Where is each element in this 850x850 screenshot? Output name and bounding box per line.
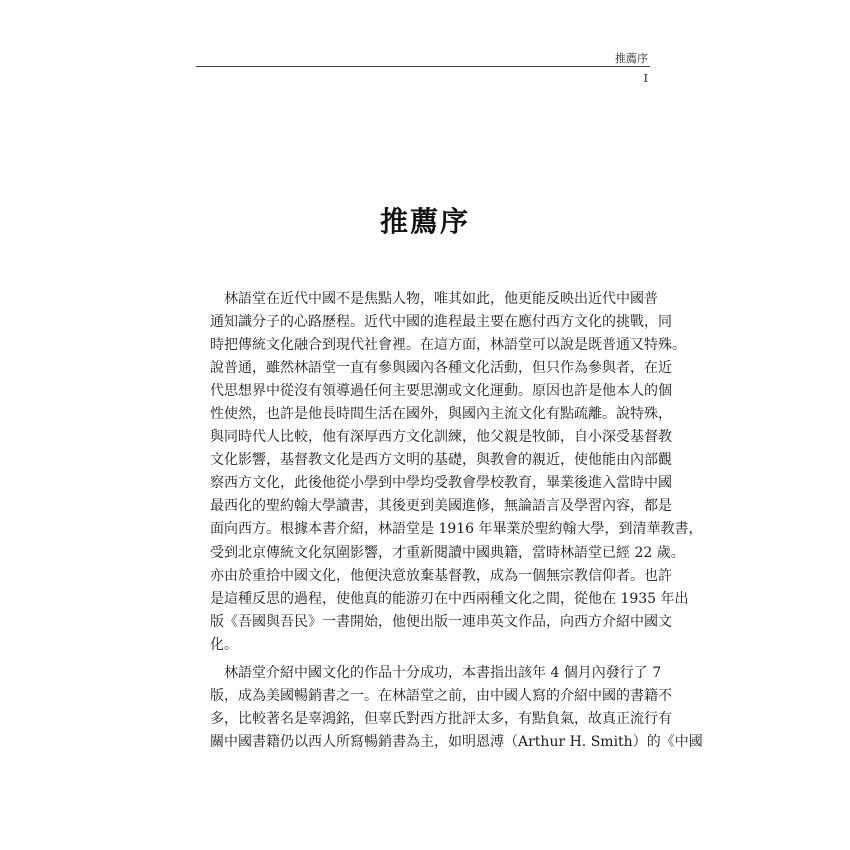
text-line: 說普通，雖然林語堂一直有參與國內各種文化活動，但只作為參與者，在近 [210, 360, 672, 377]
header-rule [196, 66, 650, 67]
text-line: 林語堂介紹中國文化的作品十分成功，本書指出該年 4 個月內發行了 7 [210, 664, 662, 681]
body-text [210, 288, 703, 754]
text-line: 多，比較著名是辜鴻銘，但辜氏對西方批評太多，有點負氣，故真正流行有 [210, 710, 672, 727]
text-line: 與同時代人比較，他有深厚西方文化訓練，他父親是牧師，自小深受基督教 [210, 429, 672, 446]
text-line: 通知識分子的心路歷程。近代中國的進程最主要在應付西方文化的挑戰，同 [210, 314, 672, 331]
text-line: 版《吾國與吾民》一書開始，他便出版一連串英文作品，向西方介紹中國文 [210, 613, 672, 630]
text-line: 林語堂在近代中國不是焦點人物，唯其如此，他更能反映出近代中國普 [210, 291, 658, 307]
paragraph-2 [210, 662, 703, 754]
text-line: 最西化的聖約翰大學讀書，其後更到美國進修，無論語言及學習內容，都是 [210, 498, 672, 515]
page-number: I [643, 72, 648, 85]
text-line: 關中國書籍仍以西人所寫暢銷書為主，如明恩溥（Arthur H. Smith）的《中國 [210, 733, 703, 750]
text-line: 亦由於重拾中國文化，他便決意放棄基督教，成為一個無宗教信仰者。也許 [210, 567, 672, 584]
paragraph-1 [210, 288, 703, 657]
text-line: 化。 [210, 636, 238, 653]
text-line: 受到北京傳統文化氛圍影響，才重新閱讀中國典籍，當時林語堂已經 22 歲。 [210, 544, 685, 561]
running-header-title: 推薦序 [615, 52, 648, 65]
text-line: 性使然，也許是他長時間生活在國外，與國內主流文化有點疏離。說特殊， [210, 406, 672, 423]
text-line: 時把傳統文化融合到現代社會裡。在這方面，林語堂可以說是既普通又特殊。 [210, 337, 686, 354]
chapter-title: 推薦序 [379, 205, 470, 238]
text-line: 文化影響，基督教文化是西方文明的基礎，與教會的親近，使他能由內部觀 [210, 452, 672, 469]
text-line: 代思想界中從沒有領導過任何主要思潮或文化運動。原因也許是他本人的個 [210, 383, 672, 400]
text-line: 面向西方。根據本書介紹，林語堂是 1916 年畢業於聖約翰大學，到清華教書， [210, 521, 703, 538]
text-line: 是這種反思的過程，使他真的能游刃在中西兩種文化之間，從他在 1935 年出 [210, 590, 689, 607]
text-line: 版，成為美國暢銷書之一。在林語堂之前，由中國人寫的介紹中國的書籍不 [210, 687, 672, 704]
text-line: 察西方文化，此後他從小學到中學均受教會學校教育，畢業後進入當時中國 [210, 475, 672, 492]
